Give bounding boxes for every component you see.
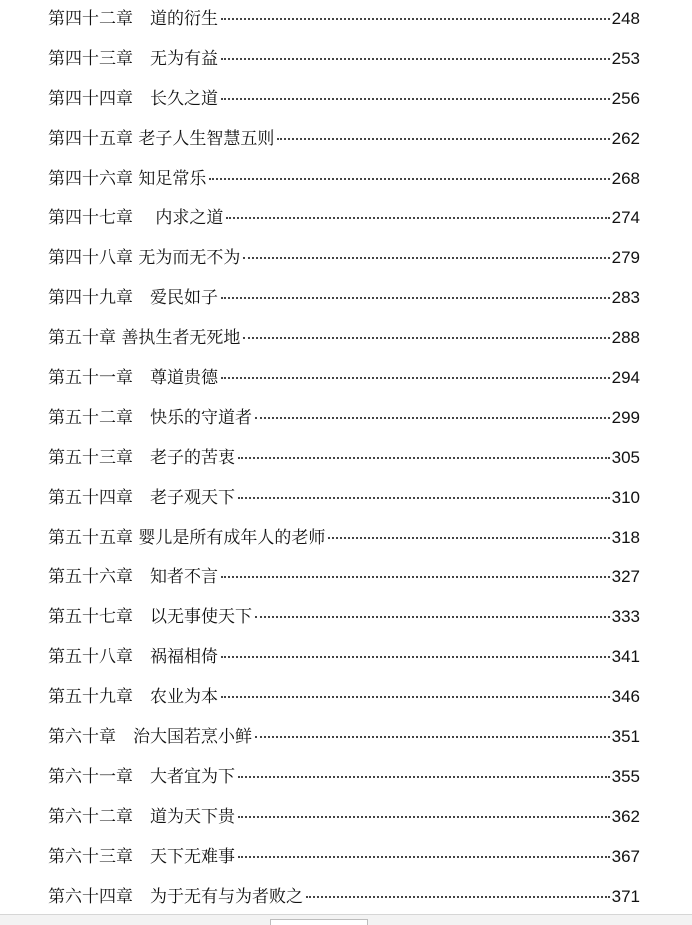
toc-entry[interactable] [48,7,640,47]
page-number: 262 [611,128,640,148]
toc-entry[interactable] [48,87,640,127]
dot-leader [255,417,610,419]
toc-entry[interactable] [48,246,640,286]
page-number: 279 [611,248,640,268]
toc-entry[interactable] [48,127,640,167]
toc-entry[interactable] [48,286,640,326]
toc-entry[interactable] [48,446,640,486]
page-number: 253 [611,48,640,68]
dot-leader [255,736,610,738]
dot-leader [221,58,610,60]
dot-leader [221,98,610,100]
chapter-title: 第五十五章 婴儿是所有成年人的老师 [48,527,326,548]
chapter-title: 第四十七章 内求之道 [48,208,224,229]
chapter-title: 第五十三章 老子的苦衷 [48,447,235,468]
toc-entry[interactable] [48,526,640,566]
toc-entry[interactable] [48,406,640,446]
dot-leader [243,337,609,339]
dot-leader [221,377,610,379]
page-number: 355 [611,766,640,786]
chapter-title: 第五十二章 快乐的守道者 [48,407,252,428]
chapter-title: 第五十一章 尊道贵德 [48,368,218,389]
page-number: 351 [611,727,640,747]
page-number: 310 [611,487,640,507]
chapter-title: 第六十一章 大者宜为下 [48,766,235,787]
toc-entry[interactable] [48,805,640,845]
page-number: 274 [611,208,640,228]
chapter-title: 第四十三章 无为有益 [48,48,218,69]
page-number: 299 [611,407,640,427]
chapter-title: 第六十三章 天下无难事 [48,846,235,867]
toc-entry[interactable] [48,565,640,605]
toc-entry[interactable] [48,605,640,645]
dot-leader [255,616,610,618]
chapter-title: 第五十六章 知者不言 [48,567,218,588]
page-number: 248 [611,9,640,28]
chapter-title: 第五十八章 祸福相倚 [48,647,218,668]
page-number: 341 [611,647,640,667]
dot-leader [238,816,610,818]
toc-entry[interactable] [48,725,640,765]
page-number: 362 [611,806,640,826]
page-number: 327 [611,567,640,587]
toc-entry[interactable] [48,486,640,526]
dot-leader [226,217,609,219]
chapter-title: 第四十二章 道的衍生 [48,9,218,29]
chapter-title: 第五十章 善执生者无死地 [48,328,241,349]
page-number: 294 [611,368,640,388]
chapter-title: 第六十四章 为于无有与为者败之 [48,886,303,907]
chapter-title: 第四十九章 爱民如子 [48,288,218,309]
dot-leader [328,537,609,539]
toc-entry[interactable] [48,206,640,246]
dot-leader [238,776,610,778]
page-number: 305 [611,447,640,467]
chapter-title: 第五十七章 以无事使天下 [48,607,252,628]
chapter-title: 第四十五章 老子人生智慧五则 [48,128,275,149]
toc-entry[interactable] [48,845,640,885]
dot-leader [277,138,609,140]
dot-leader [306,896,610,898]
page-number: 318 [611,527,640,547]
page-number: 367 [611,846,640,866]
dot-leader [221,18,610,20]
page-number: 333 [611,607,640,627]
chapter-title: 第五十四章 老子观天下 [48,487,235,508]
dot-leader [238,497,610,499]
dot-leader [221,696,610,698]
dot-leader [238,457,610,459]
toc-entry[interactable] [48,645,640,685]
page-number: 346 [611,687,640,707]
chapter-title: 第四十八章 无为而无不为 [48,248,241,269]
chapter-title: 第六十章 治大国若烹小鲜 [48,727,252,748]
toc-entry[interactable] [48,685,640,725]
page-number: 371 [611,886,640,906]
chapter-title: 第五十九章 农业为本 [48,687,218,708]
page-number: 288 [611,328,640,348]
chapter-title: 第四十六章 知足常乐 [48,168,207,189]
toc-entry[interactable] [48,167,640,207]
horizontal-scrollbar-thumb[interactable] [270,919,368,925]
dot-leader [221,656,610,658]
page-number: 256 [611,88,640,108]
page-number: 268 [611,168,640,188]
dot-leader [238,856,610,858]
toc-entry[interactable] [48,326,640,366]
dot-leader [209,178,609,180]
dot-leader [243,257,609,259]
page-number: 283 [611,288,640,308]
chapter-title: 第四十四章 长久之道 [48,88,218,109]
dot-leader [221,297,610,299]
toc-entry[interactable] [48,47,640,87]
toc-entry[interactable] [48,765,640,805]
toc-entry[interactable] [48,366,640,406]
chapter-title: 第六十二章 道为天下贵 [48,806,235,827]
dot-leader [221,576,610,578]
table-of-contents [48,7,640,924]
